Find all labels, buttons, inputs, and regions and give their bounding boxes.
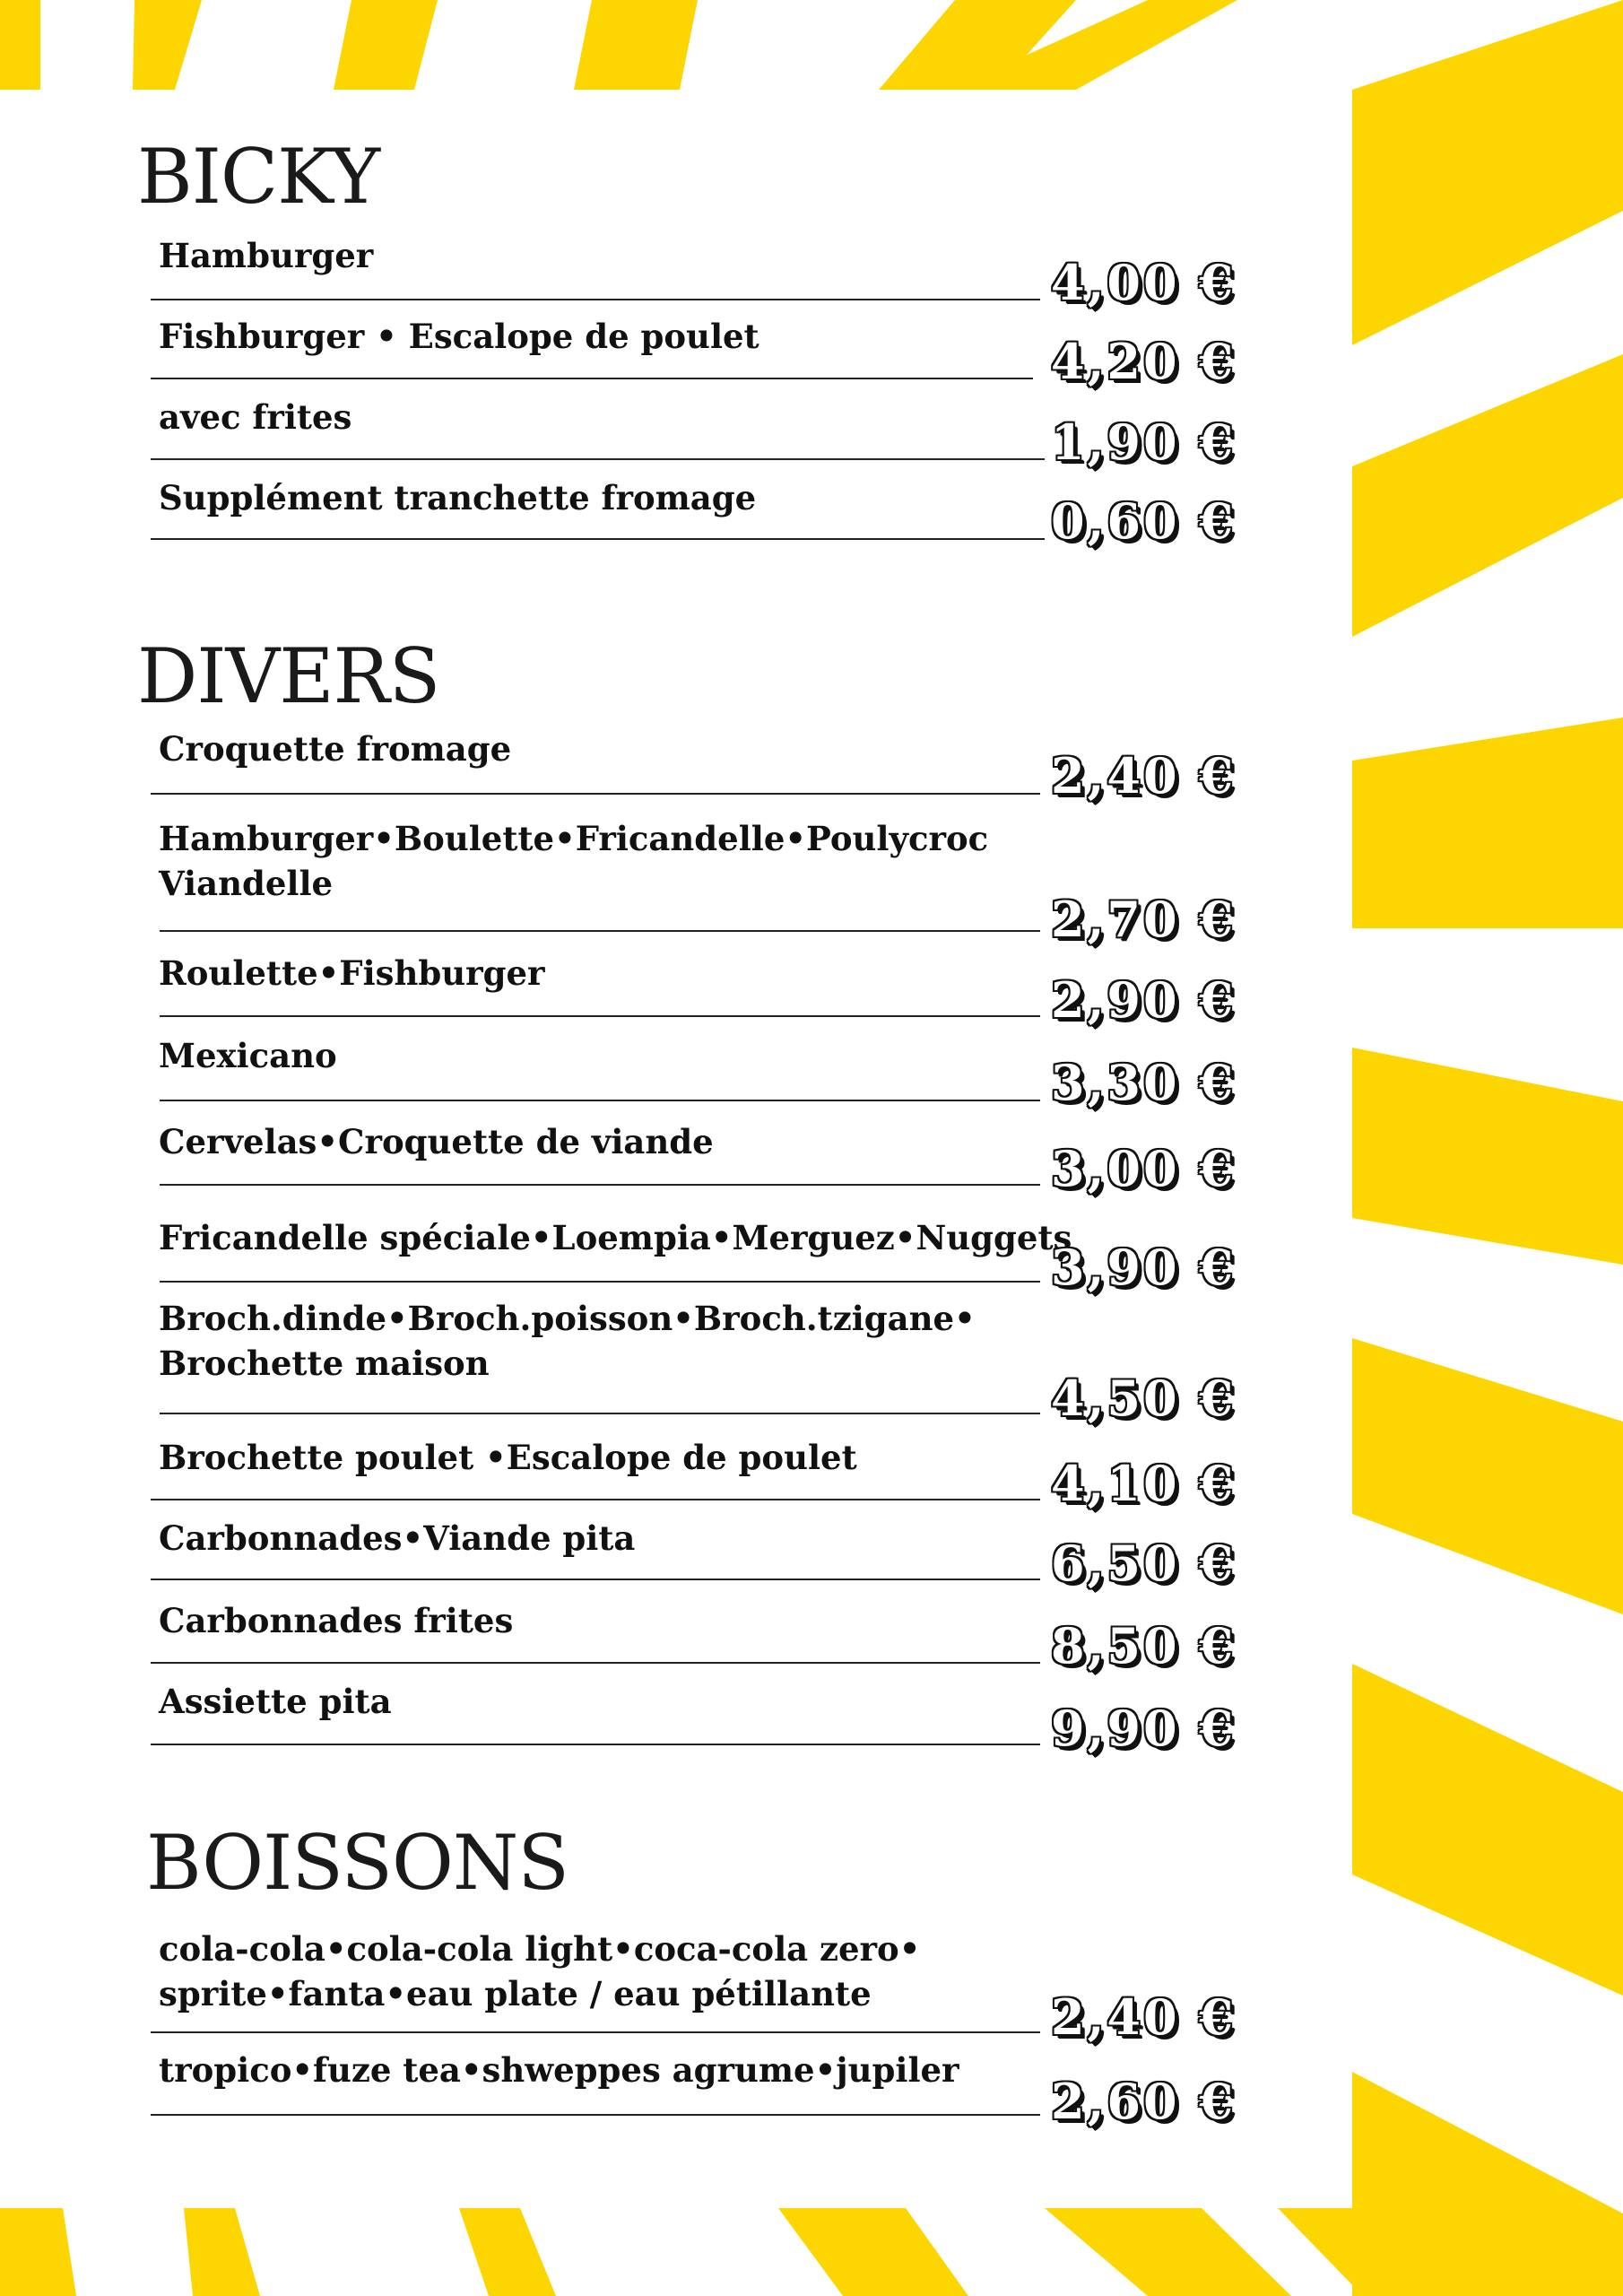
stripe <box>1045 2208 1291 2296</box>
menu-item-divider <box>151 299 1040 300</box>
stripe <box>574 0 698 90</box>
menu-item-name: Brochette poulet •Escalope de poulet <box>159 1438 857 1477</box>
menu-item-divider <box>151 1662 1040 1664</box>
section-title: BOISSONS <box>146 1819 568 1907</box>
stripe <box>0 0 40 90</box>
menu-item-divider <box>151 1744 1040 1745</box>
stripe <box>1352 354 1623 637</box>
menu-item-name: Croquette fromage <box>159 729 512 769</box>
menu-item-divider <box>151 1499 1040 1500</box>
menu-item-divider <box>151 378 1033 379</box>
menu-item-price: 8,50 € <box>1051 1617 1236 1674</box>
stripe <box>1352 0 1623 90</box>
menu-item-price: 2,60 € <box>1051 2073 1236 2130</box>
stripe <box>133 0 202 90</box>
menu-item-name: cola-cola•cola-cola light•coca-cola zero• <box>159 1929 921 1969</box>
stripe <box>184 2208 260 2296</box>
menu-item-name: Carbonnades•Viande pita <box>159 1518 636 1558</box>
menu-item-divider <box>151 793 1040 795</box>
menu-item-name: Hamburger <box>159 236 374 275</box>
menu-item-name: Mexicano <box>159 1036 337 1075</box>
stripe <box>1352 1338 1623 1614</box>
menu-item-price: 1,90 € <box>1051 413 1236 471</box>
stripe <box>1352 1664 1623 1996</box>
menu-item-name: Viandelle <box>159 864 334 903</box>
menu-item-divider <box>151 2031 1040 2033</box>
stripe <box>1352 1048 1623 1265</box>
menu-item-divider <box>160 1184 1040 1186</box>
menu-item-divider <box>160 930 1040 932</box>
menu-item-price: 2,70 € <box>1051 891 1236 948</box>
menu-item-divider <box>151 458 1045 460</box>
stripe <box>1352 81 1623 345</box>
menu-item-name: Carbonnades frites <box>159 1601 514 1640</box>
menu-item-price: 9,90 € <box>1051 1700 1236 1757</box>
menu-item-name: Broch.dinde•Broch.poisson•Broch.tzigane• <box>159 1299 976 1338</box>
menu-item-name: Fishburger • Escalope de poulet <box>159 317 759 356</box>
menu-item-name: Brochette maison <box>159 1344 490 1383</box>
menu-item-divider <box>160 1281 1040 1283</box>
menu-item-divider <box>151 1578 1040 1580</box>
stripe <box>334 0 438 90</box>
menu-item-price: 2,40 € <box>1051 747 1236 804</box>
menu-item-name: avec frites <box>159 397 352 437</box>
menu-item-divider <box>160 1413 1040 1414</box>
menu-item-name: Hamburger•Boulette•Fricandelle•Poulycroc <box>159 819 989 858</box>
menu-item-name: Fricandelle spéciale•Loempia•Merguez•Nuggets <box>159 1218 1072 1257</box>
section-title: BICKY <box>137 133 380 221</box>
menu-item-price: 3,00 € <box>1051 1140 1236 1197</box>
menu-item-price: 4,00 € <box>1051 254 1236 311</box>
menu-item-price: 3,30 € <box>1051 1054 1236 1111</box>
menu-item-name: Cervelas•Croquette de viande <box>159 1122 714 1161</box>
stripe <box>0 2208 76 2296</box>
menu-item-price: 2,40 € <box>1051 1988 1236 2046</box>
menu-item-divider <box>151 2114 1040 2116</box>
menu-item-price: 4,10 € <box>1051 1455 1236 1512</box>
menu-item-price: 4,50 € <box>1051 1370 1236 1427</box>
menu-item-price: 2,90 € <box>1051 971 1236 1029</box>
menu-item-price: 4,20 € <box>1051 333 1236 390</box>
menu-item-name: Assiette pita <box>159 1682 392 1721</box>
stripe <box>1352 718 1623 928</box>
menu-item-name: tropico•fuze tea•shweppes agrume•jupiler <box>159 2050 959 2090</box>
menu-item-divider <box>151 538 1045 540</box>
menu-item-price: 6,50 € <box>1051 1535 1236 1592</box>
menu-item-name: Roulette•Fishburger <box>159 953 545 993</box>
menu-item-name: Supplément tranchette fromage <box>159 478 757 517</box>
stripe <box>778 2208 968 2296</box>
stripe <box>459 2208 556 2296</box>
menu-item-price: 0,60 € <box>1051 492 1236 550</box>
menu-item-divider <box>160 1015 1040 1017</box>
menu-item-price: 3,90 € <box>1051 1239 1236 1296</box>
section-title: DIVERS <box>137 632 440 720</box>
menu-item-name: sprite•fanta•eau plate / eau pétillante <box>159 1974 872 2013</box>
menu-item-divider <box>160 1100 1040 1101</box>
